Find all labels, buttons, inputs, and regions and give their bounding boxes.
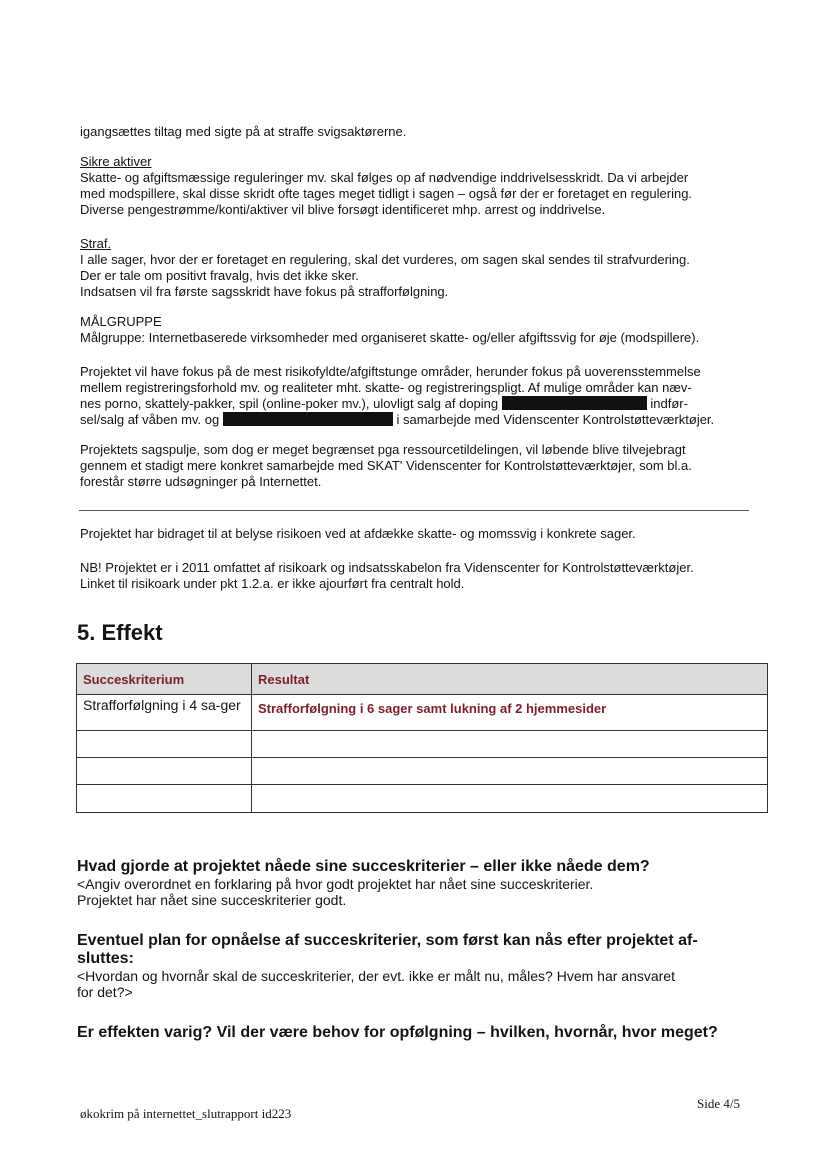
footer-filename: økokrim på internettet_slutrapport id223 (80, 1106, 292, 1121)
straf-heading: Straf. (80, 236, 112, 251)
q2-heading: sluttes: (77, 950, 134, 967)
q1-heading: Hvad gjorde at projektet nåede sine succeskriterier – eller ikke nåede dem? (77, 858, 650, 875)
table-cell-empty (252, 731, 768, 758)
q1-section (77, 858, 757, 908)
malgruppe-line: Målgruppe: Internetbaserede virksomheder med organiseret skatte- og/eller afgiftssvig for øje (modspillere). (80, 330, 700, 345)
effekt-heading: 5. Effekt (77, 620, 163, 645)
table-cell-empty (252, 758, 768, 785)
table-cell-result: Strafforfølgning i 6 sager samt lukning af 2 hjemmesider (252, 695, 768, 731)
q2-heading: Eventuel plan for opnåelse af succeskriterier, som først kan nås efter projektet af- (77, 932, 698, 949)
redaction-bar (223, 412, 393, 426)
table-cell-empty (77, 785, 252, 813)
fokus-line: Projektet vil have fokus på de mest risikofyldte/afgiftstunge områder, herunder fokus på uoverensstemmelse (80, 364, 701, 379)
fokus-line (80, 412, 750, 428)
sagspulje-line: Projektets sagspulje, som dog er meget begrænset pga ressourcetildelingen, vil løbende blive tilvejebragt (80, 442, 686, 457)
sagspulje-section (80, 442, 750, 490)
q1-line: Projektet har nået sine succeskriterier godt. (77, 892, 347, 908)
q3-heading: Er effekten varig? Vil der være behov for opfølgning – hvilken, hvornår, hvor meget? (77, 1024, 718, 1041)
bidraget-line: Projektet har bidraget til at belyse risikoen ved at afdække skatte- og momssvig i konkrete sager. (80, 526, 636, 541)
table-row (77, 695, 768, 731)
sikre-aktiver-section (80, 154, 750, 218)
q2-section (77, 932, 757, 1000)
nb-section (80, 560, 750, 592)
straf-line: I alle sager, hvor der er foretaget en regulering, skal det vurderes, om sagen skal sendes til strafvurdering. (80, 252, 690, 267)
redaction-bar (502, 396, 647, 410)
table-cell-empty (77, 758, 252, 785)
q1-line: <Angiv overordnet en forklaring på hvor godt projektet har nået sine succeskriterier. (77, 876, 594, 892)
fokus-line-part: sel/salg af våben mv. og (80, 412, 220, 427)
header-resultat: Resultat (252, 664, 768, 695)
fokus-line-part: i samarbejde med Videnscenter Kontrolstøtteværktøjer. (396, 412, 715, 427)
sikre-aktiver-heading: Sikre aktiver (80, 154, 152, 169)
straf-line: Indsatsen vil fra første sagsskridt have fokus på strafforfølgning. (80, 284, 449, 299)
footer-page-number: Side 4/5 (697, 1096, 740, 1111)
q2-line: for det?> (77, 984, 133, 1000)
straf-section (80, 236, 750, 300)
table-row (77, 731, 768, 758)
nb-line: Linket til risikoark under pkt 1.2.a. er ikke ajourført fra centralt hold. (80, 576, 465, 591)
straf-line: Der er tale om positivt fravalg, hvis det ikke sker. (80, 268, 359, 283)
sagspulje-line: gennem et stadigt mere konkret samarbejde med SKAT' Videnscenter for Kontrolstøtteværktøjer, som bl.a. (80, 458, 692, 473)
divider-line (79, 510, 749, 511)
table-row (77, 785, 768, 813)
fokus-line (80, 396, 750, 412)
sikre-line: Skatte- og afgiftsmæssige reguleringer mv. skal følges op af nødvendige inddrivelsesskridt. Da vi arbejder (80, 170, 689, 185)
table-row (77, 758, 768, 785)
fokus-line-part: nes porno, skattely-pakker, spil (online-poker mv.), ulovligt salg af doping (80, 396, 499, 411)
malgruppe-section (80, 314, 750, 346)
table-header-row (77, 664, 768, 695)
table-cell-empty (77, 731, 252, 758)
fokus-line: mellem registreringsforhold mv. og realiteter mht. skatte- og registreringspligt. Af mulige områder kan næv- (80, 380, 692, 395)
table-cell-empty (252, 785, 768, 813)
sagspulje-line: forestår større udsøgninger på Internettet. (80, 474, 322, 489)
fokus-line-part: indfør- (650, 396, 688, 411)
projekt-fokus-section (80, 364, 750, 428)
q2-line: <Hvordan og hvornår skal de succeskriterier, der evt. ikke er målt nu, måles? Hvem har ansvaret (77, 968, 675, 984)
q3-section (77, 1024, 767, 1042)
header-succeskriterium: Succeskriterium (77, 664, 252, 695)
sikre-line: med modspillere, skal disse skridt ofte tages meget tidligt i sagen – også før der er foretaget en regulering. (80, 186, 693, 201)
sikre-line: Diverse pengestrømme/konti/aktiver vil blive forsøgt identificeret mhp. arrest og inddrivelse. (80, 202, 606, 217)
nb-line: NB! Projektet er i 2011 omfattet af risikoark og indsatsskabelon fra Videnscenter for Kontrolstøtteværktøjer. (80, 560, 694, 575)
effekt-table (76, 663, 768, 813)
malgruppe-heading: MÅLGRUPPE (80, 314, 162, 329)
intro-line: igangsættes tiltag med sigte på at straffe svigsaktørerne. (80, 124, 407, 139)
table-cell-criterion: Strafforfølgning i 4 sa-ger (77, 695, 252, 731)
